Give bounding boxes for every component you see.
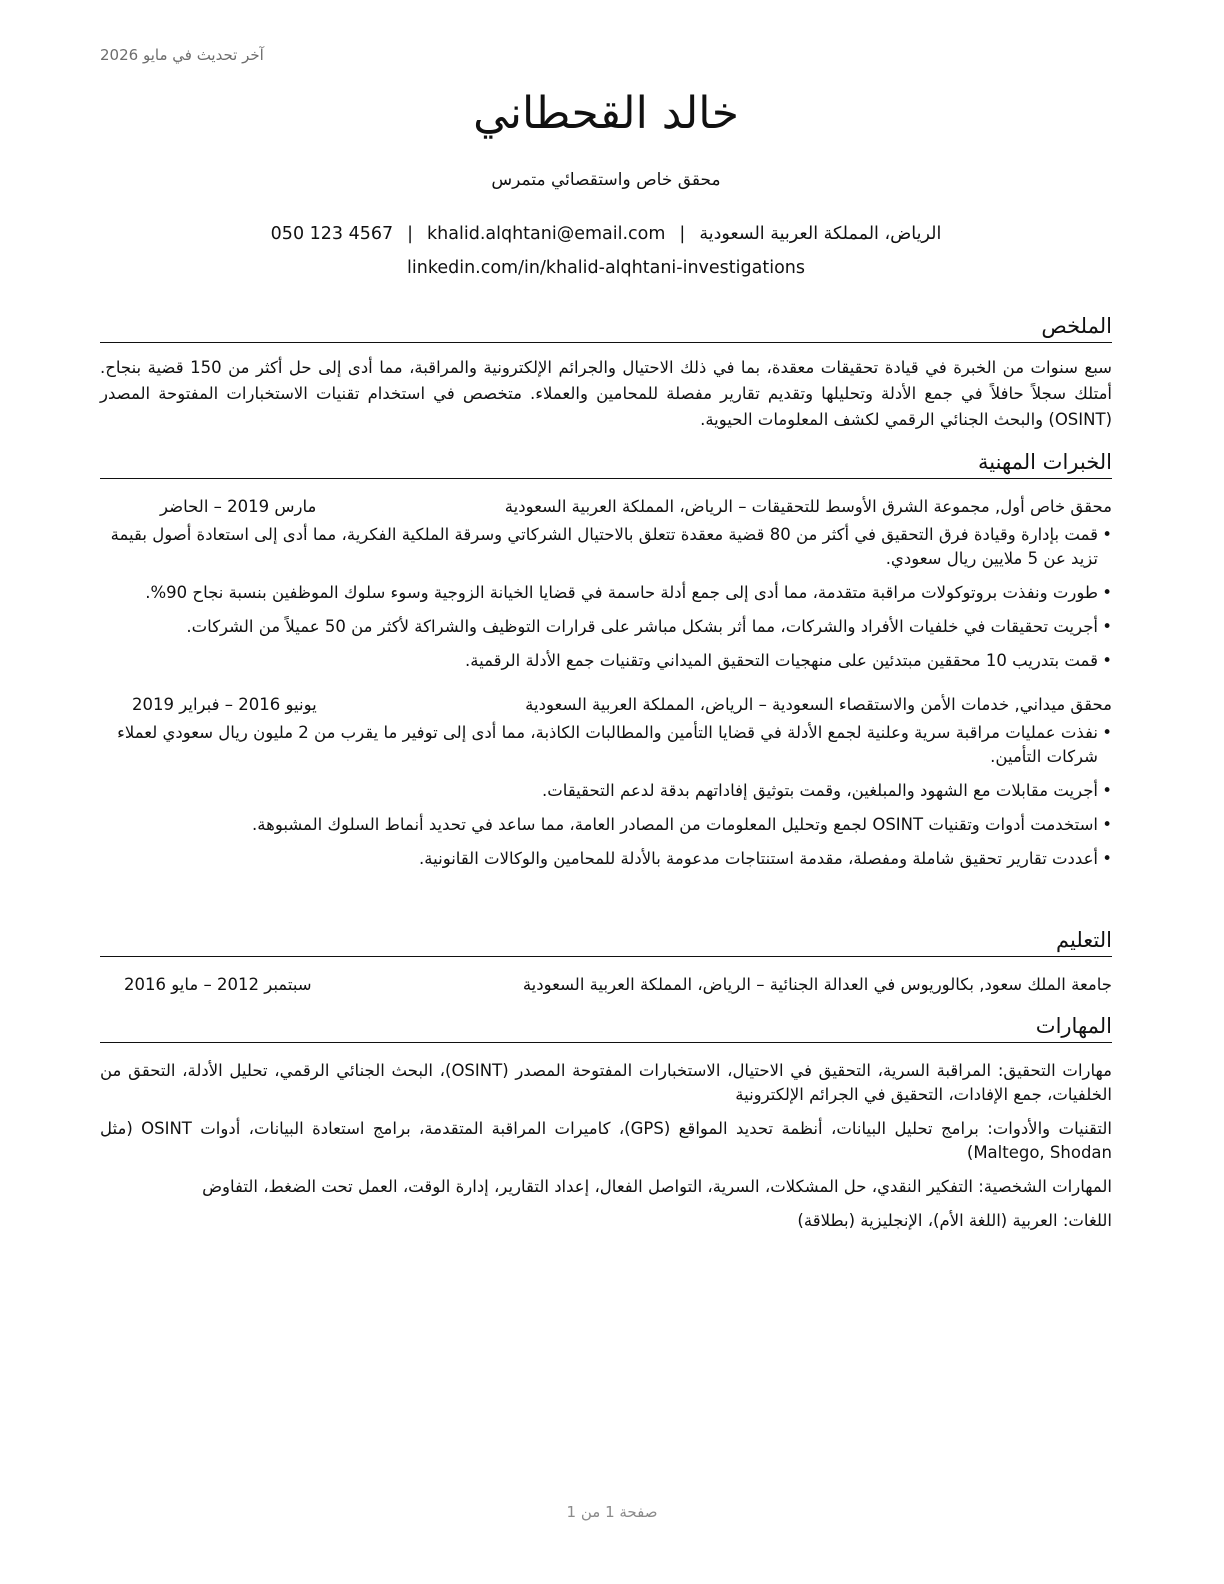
resume-page [100, 0, 1112, 1584]
contact-line [100, 224, 1112, 244]
job-entry [100, 495, 1112, 673]
job-entry [100, 693, 1112, 871]
job-role-place: محقق خاص أول, مجموعة الشرق الأوسط للتحقيقات – الرياض، المملكة العربية السعودية [504, 497, 1112, 516]
summary-heading: الملخص [100, 312, 1112, 343]
skills-heading: المهارات [100, 1012, 1112, 1043]
skills-section [100, 1012, 1112, 1243]
experience-section [100, 448, 1112, 881]
education-dates: سبتمبر 2012 – مايو 2016 [124, 975, 312, 994]
job-dates: يونيو 2016 – فبراير 2019 [132, 695, 317, 714]
job-bullet: • أجريت تحقيقات في خلفيات الأفراد والشركات، مما أثر بشكل مباشر على قرارات التوظيف والشراكة لأكثر من 50 عميلاً من الشركات. [100, 615, 1112, 639]
education-section [100, 926, 1112, 997]
page-number: صفحة 1 من 1 [566, 1503, 658, 1521]
job-bullet: • نفذت عمليات مراقبة سرية وعلنية لجمع الأدلة في قضايا التأمين والمطالبات الكاذبة، مما أدى إلى توفير ما يقرب من 2 مليون ريال سعودي لعملاء شركات التأمين. [100, 721, 1112, 769]
education-heading: التعليم [100, 926, 1112, 957]
education-school-degree: جامعة الملك سعود, بكالوريوس في العدالة الجنائية – الرياض، المملكة العربية السعودية [522, 975, 1112, 994]
job-bullet: • قمت بإدارة وقيادة فرق التحقيق في أكثر من 80 قضية معقدة تتعلق بالاحتيال الشركاتي وسرقة الملكية الفكرية، مما أدى إلى استعادة أصول بقيمة تزيد عن 5 ملايين ريال سعودي. [100, 523, 1112, 571]
skill-line: التقنيات والأدوات: برامج تحليل البيانات، أنظمة تحديد المواقع (GPS)، كاميرات المراقبة المتقدمة، برامج استعادة البيانات، أدوات OSINT (مثل Maltego, Shodan) [100, 1119, 1112, 1162]
contact-separator: | [407, 224, 414, 244]
job-header [100, 495, 1112, 519]
skill-line: اللغات: العربية (اللغة الأم)، الإنجليزية (بطلاقة) [797, 1211, 1112, 1230]
contact-phone: 050 123 4567 [270, 224, 394, 244]
last-updated: آخر تحديث في مايو 2026 [100, 46, 264, 64]
experience-heading: الخبرات المهنية [100, 448, 1112, 479]
contact-separator: | [679, 224, 686, 244]
contact-email[interactable]: khalid.alqhtani@email.com [427, 224, 666, 244]
skill-line: المهارات الشخصية: التفكير النقدي، حل المشكلات، السرية، التواصل الفعال، إعداد التقارير، إدارة الوقت، العمل تحت الضغط، التفاوض [202, 1177, 1112, 1196]
job-role-place: محقق ميداني, خدمات الأمن والاستقصاء السعودية – الرياض، المملكة العربية السعودية [525, 695, 1112, 714]
candidate-name: خالد القحطاني [473, 88, 739, 139]
contact-location: الرياض، المملكة العربية السعودية [699, 224, 942, 244]
linkedin-link[interactable]: linkedin.com/in/khalid-alqhtani-investigations [407, 258, 805, 278]
job-dates: مارس 2019 – الحاضر [160, 497, 317, 516]
job-bullets [100, 523, 1112, 673]
summary-section [100, 312, 1112, 433]
candidate-title: محقق خاص واستقصائي متمرس [491, 170, 721, 190]
job-bullet: • قمت بتدريب 10 محققين مبتدئين على منهجيات التحقيق الميداني وتقنيات جمع الأدلة الرقمية. [100, 649, 1112, 673]
skills-list [100, 1059, 1112, 1233]
job-bullet: • طورت ونفذت بروتوكولات مراقبة متقدمة، مما أدى إلى جمع أدلة حاسمة في قضايا الخيانة الزوجية وسوء سلوك الموظفين بنسبة نجاح 90%. [100, 581, 1112, 605]
skill-line: مهارات التحقيق: المراقبة السرية، التحقيق في الاحتيال، الاستخبارات المفتوحة المصدر (OSINT)، البحث الجنائي الرقمي، تحليل الأدلة، التحقق من الخلفيات، جمع الإفادات، التحقيق في الجرائم الإلكترونية [100, 1061, 1112, 1104]
education-entry [100, 973, 1112, 997]
job-header [100, 693, 1112, 717]
job-bullet: • أجريت مقابلات مع الشهود والمبلغين، وقمت بتوثيق إفاداتهم بدقة لدعم التحقيقات. [100, 779, 1112, 803]
job-bullet: • أعددت تقارير تحقيق شاملة ومفصلة، مقدمة استنتاجات مدعومة بالأدلة للمحامين والوكالات القانونية. [100, 847, 1112, 871]
job-bullet: • استخدمت أدوات وتقنيات OSINT لجمع وتحليل المعلومات من المصادر العامة، مما ساعد في تحديد أنماط السلوك المشبوهة. [100, 813, 1112, 837]
summary-text: سبع سنوات من الخبرة في قيادة تحقيقات معقدة، بما في ذلك الاحتيال والجرائم الإلكترونية والمراقبة، مما أدى إلى حل أكثر من 150 قضية بنجاح. أمتلك سجلاً حافلاً في جمع الأدلة وتحليلها وتقديم تقارير مفصلة للمحامين والعملاء. متخصص في استخدام تقنيات الاستخبارات المفتوحة المصدر (OSINT) والبحث الجنائي الرقمي لكشف المعلومات الحيوية. [100, 358, 1113, 429]
job-bullets [100, 721, 1112, 871]
